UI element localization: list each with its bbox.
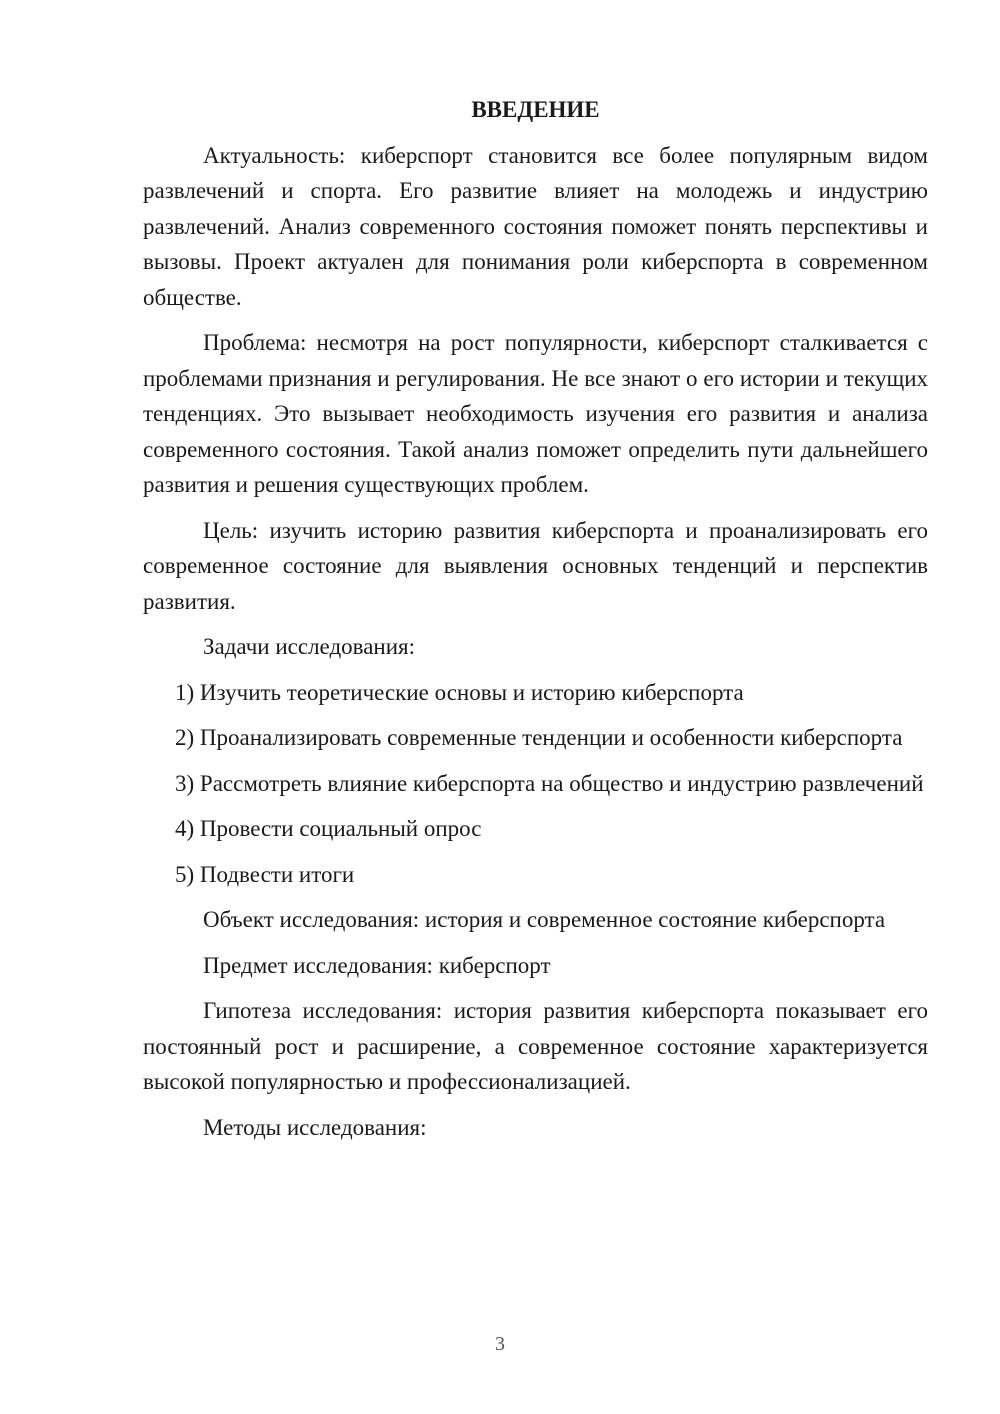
task-item-2: 2) Проанализировать современные тенденции и особенности киберспорта <box>175 725 903 750</box>
task-item-1: 1) Изучить теоретические основы и историю киберспорта <box>175 679 744 705</box>
page-title: ВВЕДЕНИЕ <box>471 97 600 122</box>
relevance-paragraph: Актуальность: киберспорт становится все более популярным видом развлечений и спорта. Его развитие влияет на молодежь и индустрию развлечений. Анализ современного состояния поможет понять перспективы и вызовы. Проект актуален для понимания роли киберспорта в современном обществе. <box>143 142 928 310</box>
task-item-4: 4) Провести социальный опрос <box>175 816 482 841</box>
problem-paragraph: Проблема: несмотря на рост популярности, киберспорт сталкивается с проблемами признания и регулирования. Не все знают о его истории и текущих тенденциях. Это вызывает необходимость изучения его развития и анализа современного состояния. Такой анализ поможет определить пути дальнейшего развития и решения существующих проблем. <box>143 330 928 497</box>
goal-paragraph: Цель: изучить историю развития киберспорта и проанализировать его современное состояние для выявления основных тенденций и перспектив развития. <box>143 517 928 614</box>
hypothesis-paragraph: Гипотеза исследования: история развития киберспорта показывает его постоянный рост и расширение, а современное состояние характеризуется высокой популярностью и профессионализацией. <box>143 998 928 1094</box>
methods-heading: Методы исследования: <box>203 1114 427 1140</box>
subject-paragraph: Предмет исследования: киберспорт <box>203 952 551 978</box>
tasks-heading: Задачи исследования: <box>203 634 416 659</box>
page-number: 3 <box>495 1333 505 1355</box>
task-item-5: 5) Подвести итоги <box>175 861 355 887</box>
task-item-3: 3) Рассмотреть влияние киберспорта на общество и индустрию развлечений <box>175 770 924 796</box>
object-paragraph: Объект исследования: история и современное состояние киберспорта <box>203 907 886 932</box>
page-content <box>143 92 928 1155</box>
